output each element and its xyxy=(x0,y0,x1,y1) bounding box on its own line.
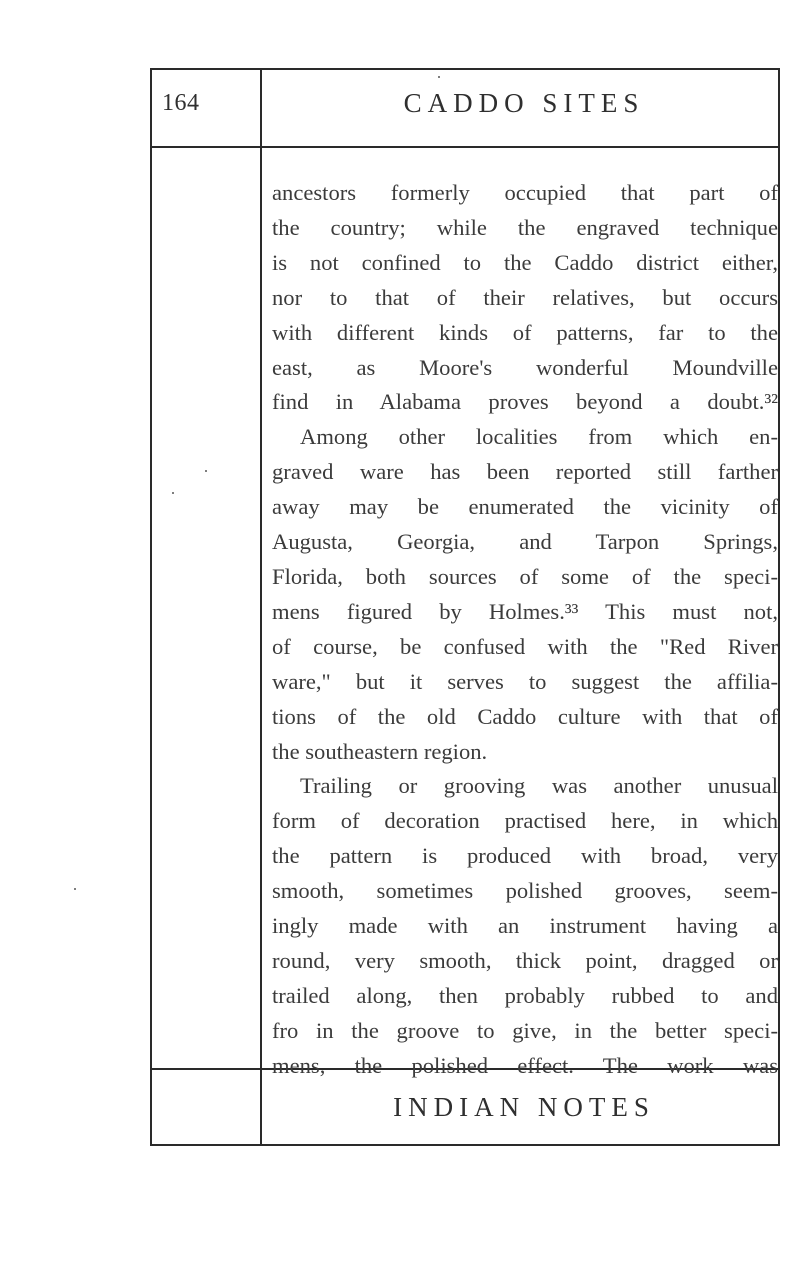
text-line: ingly made with an instrument having a xyxy=(272,913,778,939)
text-line: Among other localities from which en- xyxy=(300,424,778,450)
text-line: with different kinds of patterns, far to the xyxy=(272,319,778,345)
text-line: fro in the groove to give, in the better speci- xyxy=(272,1017,778,1043)
text-line: tions of the old Caddo culture with that of xyxy=(272,703,778,729)
text-line: the pattern is produced with broad, very xyxy=(272,843,778,869)
print-speck xyxy=(74,888,76,890)
right-rule xyxy=(778,68,780,1146)
text-line: is not confined to the Caddo district either, xyxy=(272,249,778,275)
text-line: of course, be confused with the "Red River xyxy=(272,633,778,659)
text-line: ancestors formerly occupied that part of xyxy=(272,180,778,205)
text-line: ware," but it serves to suggest the affilia- xyxy=(272,668,778,694)
top-rule xyxy=(150,68,780,70)
text-line: trailed along, then probably rubbed to and xyxy=(272,982,778,1008)
text-line: east, as Moore's wonderful Moundville xyxy=(272,354,778,380)
text-line: smooth, sometimes polished grooves, seem- xyxy=(272,878,778,904)
running-head: CADDO SITES xyxy=(403,88,645,118)
print-speck xyxy=(172,492,174,494)
bottom-rule xyxy=(150,1144,780,1146)
text-line: away may be enumerated the vicinity of xyxy=(272,494,778,520)
print-speck xyxy=(438,76,440,78)
text-line: find in Alabama proves beyond a doubt.³² xyxy=(272,389,778,415)
text-line: Augusta, Georgia, and Tarpon Springs, xyxy=(272,529,778,555)
print-speck xyxy=(205,470,207,472)
text-line: nor to that of their relatives, but occurs xyxy=(272,284,778,310)
text-line: mens figured by Holmes.³³ This must not, xyxy=(272,598,778,624)
text-line: the southeastern region. xyxy=(272,738,488,764)
text-line: Trailing or grooving was another unusual xyxy=(300,773,778,799)
body-text xyxy=(272,176,778,1084)
header-rule xyxy=(150,146,780,148)
left-rule xyxy=(150,68,152,1146)
text-line: graved ware has been reported still farther xyxy=(272,459,778,485)
text-line: the country; while the engraved technique xyxy=(272,214,778,240)
footer-title: INDIAN NOTES xyxy=(393,1092,655,1122)
column-divider xyxy=(260,68,262,1146)
text-line: mens, the polished effect. The work was xyxy=(272,1052,778,1078)
text-line: Florida, both sources of some of the speci- xyxy=(272,563,778,589)
text-line: round, very smooth, thick point, dragged or xyxy=(272,947,778,973)
text-line: form of decoration practised here, in which xyxy=(272,808,778,834)
page-number: 164 xyxy=(162,90,200,116)
